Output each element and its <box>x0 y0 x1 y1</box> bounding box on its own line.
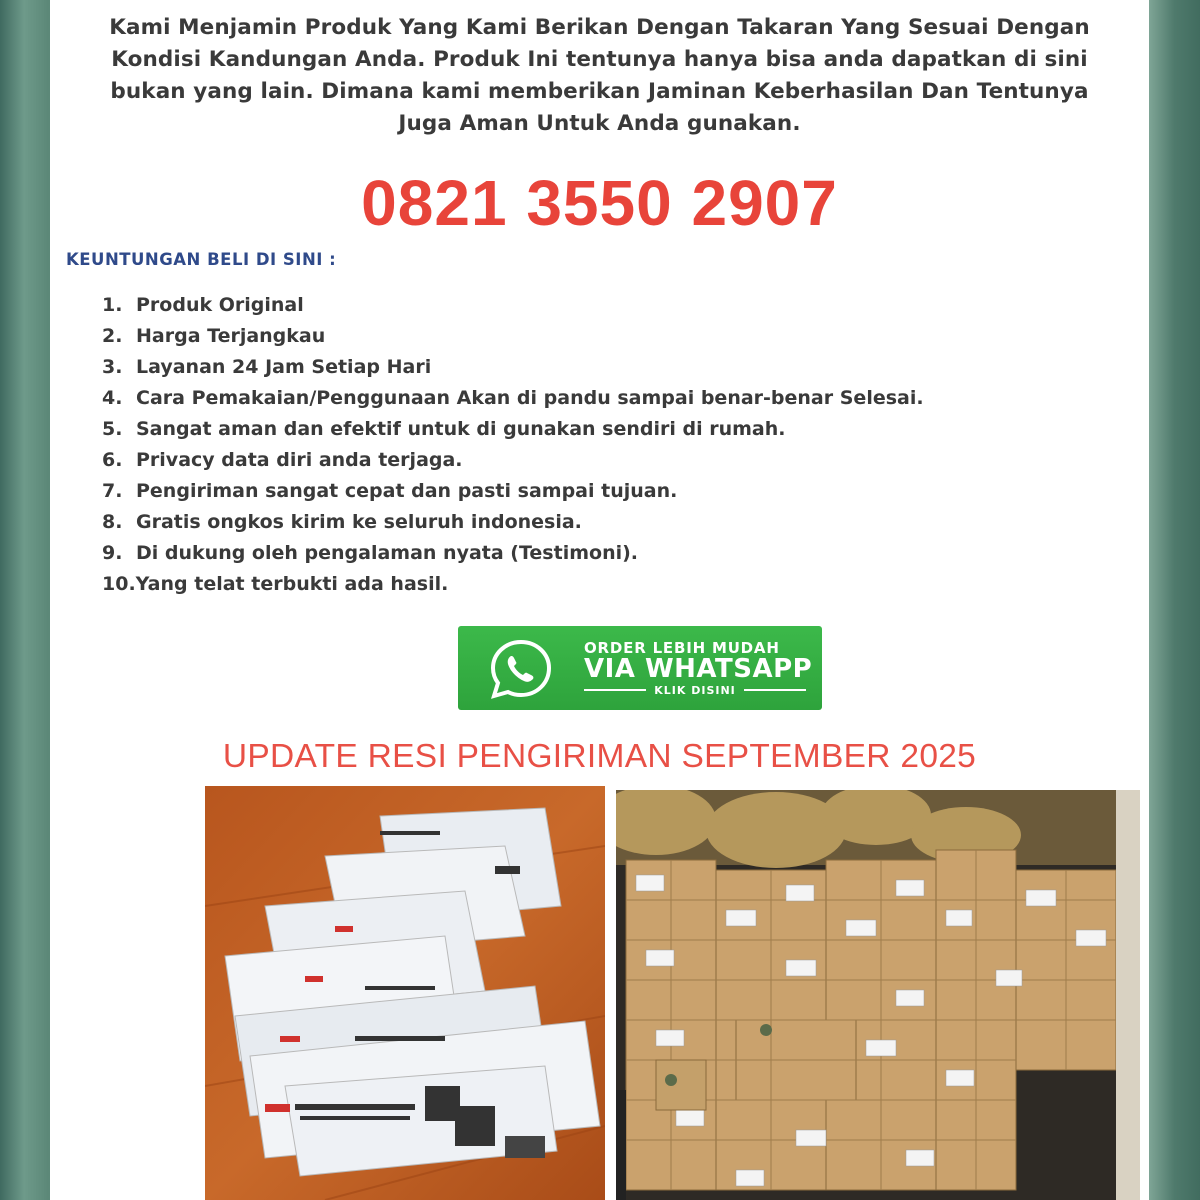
list-item <box>102 383 924 414</box>
whatsapp-button-line1: ORDER LEBIH MUDAH <box>584 639 780 657</box>
item-text: Harga Terjangkau <box>136 325 326 347</box>
list-item <box>102 538 924 569</box>
intro-line: Juga Aman Untuk Anda gunakan. <box>398 111 801 136</box>
list-item <box>102 352 924 383</box>
item-number: 6. <box>102 449 123 471</box>
list-item <box>102 321 924 352</box>
list-item <box>102 290 924 321</box>
item-text: Gratis ongkos kirim ke seluruh indonesia. <box>136 511 582 533</box>
item-number: 3. <box>102 356 123 378</box>
item-text: Cara Pemakaian/Penggunaan Akan di pandu sampai benar-benar Selesai. <box>136 387 924 409</box>
item-number: 10. <box>102 573 136 595</box>
list-item <box>102 507 924 538</box>
item-text: Yang telat terbukti ada hasil. <box>135 573 449 595</box>
shipping-parcels-photo <box>616 790 1140 1200</box>
intro-line: bukan yang lain. Dimana kami memberikan Jaminan Keberhasilan Dan Tentunya <box>110 79 1089 104</box>
item-number: 8. <box>102 511 123 533</box>
divider <box>744 689 806 691</box>
list-item <box>102 569 924 600</box>
flyer-page <box>50 0 1149 1200</box>
item-number: 9. <box>102 542 123 564</box>
list-item <box>102 476 924 507</box>
click-here-label: KLIK DISINI <box>654 683 736 697</box>
item-number: 2. <box>102 325 123 347</box>
intro-line: Kondisi Kandungan Anda. Produk Ini tentunya hanya bisa anda dapatkan di sini <box>111 47 1088 72</box>
item-text: Pengiriman sangat cepat dan pasti sampai tujuan. <box>136 480 678 502</box>
item-number: 4. <box>102 387 123 409</box>
item-number: 7. <box>102 480 123 502</box>
benefits-title: KEUNTUNGAN BELI DI SINI : <box>66 250 337 269</box>
whatsapp-button-line2: VIA WHATSAPP <box>584 654 813 684</box>
phone-number[interactable]: 0821 3550 2907 <box>361 167 838 239</box>
list-item <box>102 445 924 476</box>
item-text: Di dukung oleh pengalaman nyata (Testimoni). <box>136 542 639 564</box>
item-text: Privacy data diri anda terjaga. <box>136 449 463 471</box>
list-item <box>102 414 924 445</box>
right-border <box>1149 0 1200 1200</box>
intro-paragraph <box>50 12 1149 140</box>
divider <box>584 689 646 691</box>
whatsapp-button-line3 <box>584 683 806 697</box>
whatsapp-icon <box>488 638 554 700</box>
item-text: Produk Original <box>136 294 304 316</box>
benefits-list <box>102 290 924 600</box>
update-receipt-title: UPDATE RESI PENGIRIMAN SEPTEMBER 2025 <box>222 738 977 775</box>
intro-line: Kami Menjamin Produk Yang Kami Berikan Dengan Takaran Yang Sesuai Dengan <box>109 15 1090 40</box>
item-number: 1. <box>102 294 123 316</box>
shipping-receipts-photo <box>205 786 605 1200</box>
whatsapp-order-button[interactable] <box>458 626 822 710</box>
item-text: Layanan 24 Jam Setiap Hari <box>136 356 432 378</box>
item-text: Sangat aman dan efektif untuk di gunakan sendiri di rumah. <box>136 418 786 440</box>
item-number: 5. <box>102 418 123 440</box>
